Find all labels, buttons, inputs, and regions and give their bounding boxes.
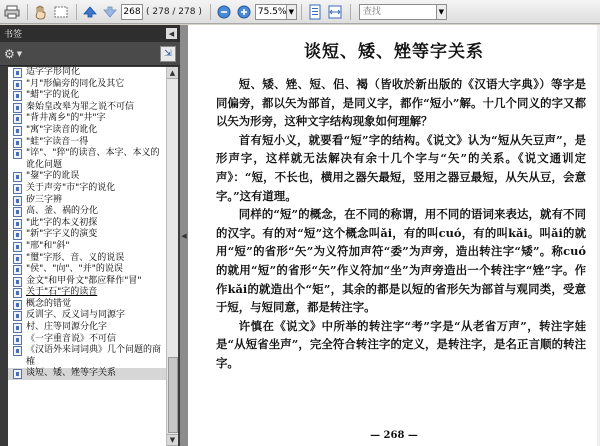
bookmark-page-icon (13, 242, 22, 252)
bookmark-item[interactable] (8, 171, 166, 183)
next-page-icon[interactable] (101, 3, 119, 21)
bookmark-page-icon (13, 207, 22, 217)
bookmark-item[interactable] (8, 125, 166, 137)
hand-tool-icon[interactable] (32, 3, 50, 21)
bookmark-item[interactable] (8, 276, 166, 288)
bookmark-item[interactable] (8, 79, 166, 91)
bookmark-label: "璽"字形、音、义的说误 (26, 252, 125, 263)
bookmark-label: "蛙"字读音一得 (26, 136, 89, 147)
bookmark-item[interactable] (8, 241, 166, 253)
options-menu-button[interactable] (4, 47, 22, 61)
bookmark-label: 高、釜、祸的分化 (26, 206, 99, 217)
bookmark-page-icon (13, 277, 22, 287)
bookmark-page-icon (13, 114, 22, 124)
scroll-down-icon[interactable]: ▼ (167, 434, 178, 446)
bookmark-label: "此"字的本义初探 (26, 217, 98, 228)
gear-icon: ⚙ (4, 46, 15, 61)
bookmark-page-icon (13, 346, 22, 356)
bookmark-item[interactable] (8, 264, 166, 276)
bookmark-label: "背井离乡"的"井"字 (26, 113, 106, 124)
bookmark-label: 关于声旁"市"字的说化 (26, 182, 116, 193)
bookmark-item[interactable] (8, 206, 166, 218)
panel-splitter[interactable] (180, 25, 188, 446)
toolbar-separator (350, 4, 351, 20)
collapse-sidebar-icon[interactable]: ◀ (166, 28, 177, 39)
collapse-arrow-icon[interactable]: ◀ (181, 231, 187, 240)
zoom-out-icon[interactable] (215, 3, 233, 21)
sidebar-header (0, 25, 180, 42)
bookmark-item[interactable] (8, 287, 166, 299)
page-number-input[interactable]: 268 (121, 4, 143, 20)
bookmark-item[interactable] (8, 229, 166, 241)
document-page (188, 25, 600, 446)
zoom-in-icon[interactable] (235, 3, 253, 21)
bookmark-item[interactable] (8, 148, 166, 171)
toolbar-separator (210, 4, 211, 20)
bookmark-page-icon (13, 126, 22, 136)
toolbar-separator (27, 4, 28, 20)
bookmark-page-icon (13, 196, 22, 206)
bookmark-label: "邢"和"斜" (26, 240, 70, 251)
bookmark-label: "谇"、"猝"的读音、本字、本义的讹化问题 (26, 148, 160, 170)
bookmark-label: "月"形偏旁的同化及其它 (26, 78, 125, 89)
scrollbar-thumb[interactable] (168, 357, 178, 433)
bookmark-label: 《一字重音说》不可信 (26, 333, 117, 344)
bookmark-item[interactable] (8, 310, 166, 322)
bookmark-label: 矽三字辨 (26, 194, 63, 205)
zoom-dropdown-icon[interactable]: ▼ (287, 4, 297, 20)
bookmark-item[interactable] (8, 183, 166, 195)
search-input[interactable]: 查找 (359, 4, 437, 20)
bookmark-label: 关于"石"字的读音 (26, 287, 98, 298)
print-icon[interactable] (3, 3, 21, 21)
bookmark-label: "侯"、"向"、"并"的说误 (26, 264, 123, 275)
bookmark-item[interactable] (8, 137, 166, 149)
bookmark-page-icon (13, 288, 22, 298)
bookmark-page-icon (13, 265, 22, 275)
zoom-level-field[interactable]: 75.5% (255, 4, 287, 20)
fit-width-icon[interactable] (326, 3, 344, 21)
page-count-label: ( 278 / 278 ) (146, 6, 202, 17)
bookmark-page-icon (13, 219, 22, 229)
bookmark-item[interactable] (8, 195, 166, 207)
bookmark-item[interactable] (8, 218, 166, 230)
paragraph: 许慎在《说文》中所举的转注字“考”字是“从老省万声”，转注字娃是“从短省坐声”，完全符合转注字的定义，是转注字，是名正言顺的转注字。 (216, 318, 586, 370)
toolbar-separator (301, 4, 302, 20)
scroll-up-icon[interactable]: ▲ (167, 67, 178, 79)
bookmark-page-icon (13, 300, 22, 310)
paragraph: 同样的“短”的概念，在不同的称谓，用不同的语词来表达，就有不同的汉字。有的对“短”这个概念叫ǎi，有的叫cuó，有的叫kǎi。叫ǎi的就用“短”的省形“矢”为义符加声符“委”为声旁，造出转注字“矮”。称cuó的就用“短”的省形“矢”作义符加“坐”为声旁造出一个转注字“矬”字。作作kǎi的就造出个“矩”，其余的都是以短的省形矢为部首与观同类，受意于短，与短同意，都是转注字。 (216, 207, 586, 315)
bookmark-page-icon (13, 184, 22, 194)
main-toolbar (0, 0, 600, 24)
paragraph: 首有短小义，就要看“短”字的结构。《说文》认为“短从矢豆声”，是形声字，这样就无法解决有余十几个字与“矢”的关系。《说文通训定声》：“短，不长也，横用之器矢最短，竖用之器豆最短，从矢从豆，会意字。”这有道理。 (216, 132, 586, 203)
bookmark-item[interactable] (8, 334, 166, 346)
bookmark-label: 《汉语外来词词典》几个问题的商榷 (26, 345, 162, 367)
sidebar-toolbar (0, 42, 180, 66)
bookmark-label: 秦始皇改皋为罪之说不可信 (26, 101, 135, 112)
bookmark-item[interactable] (8, 253, 166, 265)
page-body (216, 75, 586, 373)
bookmark-item[interactable] (8, 345, 166, 368)
bookmark-label: "鋆"字的讹误 (26, 171, 80, 182)
bookmark-label: "蜡"字的说化 (26, 90, 80, 101)
bookmark-item[interactable] (8, 322, 166, 334)
bookmark-page-icon (13, 254, 22, 264)
bookmark-page-icon (13, 172, 22, 182)
paragraph: 短、矮、矬、短、侣、褐（皆收於新出版的《汉语大字典》）等字是同偏旁，都以矢为部首，是同义字，都作“短小”解。十几个同义的字又都以矢为形旁，这种文字结构现象如何理解？ (216, 77, 586, 129)
bookmark-label: 谈短、矮、矬等字关系 (26, 368, 117, 379)
bookmark-label: "寓"字读音的讹化 (26, 124, 98, 135)
new-bookmark-icon[interactable]: ⇲ (160, 46, 176, 62)
bookmark-page-icon (13, 369, 22, 379)
bookmark-page-icon (13, 91, 22, 101)
bookmark-page-icon (13, 68, 22, 78)
page-title: 谈短、矮、矬等字关系 (304, 42, 484, 62)
bookmark-label: "新"字字义的演变 (26, 229, 98, 240)
bookmark-item[interactable] (8, 67, 166, 79)
bookmark-page-icon (13, 311, 22, 321)
bookmark-label: 村、庄等同源分化字 (26, 322, 108, 333)
previous-page-icon[interactable] (81, 3, 99, 21)
fit-page-icon[interactable] (306, 3, 324, 21)
bookmark-item[interactable] (8, 102, 166, 114)
bookmark-page-icon (13, 149, 22, 159)
bookmark-page-icon (13, 335, 22, 345)
bookmark-label: 概念的错觉 (26, 298, 72, 309)
select-tool-icon[interactable] (52, 3, 70, 21)
bookmark-label: 适字字形同化 (26, 67, 81, 77)
bookmark-page-icon (13, 138, 22, 148)
bookmark-label: 反训字、反义词与同源字 (26, 310, 126, 321)
bookmark-page-icon (13, 80, 22, 90)
bookmark-label: 金文"和甲骨文"都应释作"冒" (26, 275, 142, 286)
bookmark-page-icon (13, 323, 22, 333)
chevron-down-icon: ▼ (16, 49, 23, 58)
search-dropdown-icon[interactable]: ▼ (437, 4, 447, 20)
bookmark-item[interactable] (8, 368, 166, 380)
bookmark-list (8, 67, 166, 446)
page-footer-number: — 268 — (370, 430, 418, 441)
bookmark-scrollbar[interactable] (166, 67, 178, 446)
bookmark-page-icon (13, 230, 22, 240)
bookmark-item[interactable] (8, 299, 166, 311)
toolbar-separator (76, 4, 77, 20)
sidebar-title: 书签 (4, 30, 23, 40)
bookmark-item[interactable] (8, 113, 166, 125)
bookmark-item[interactable] (8, 90, 166, 102)
bookmark-page-icon (13, 103, 22, 113)
